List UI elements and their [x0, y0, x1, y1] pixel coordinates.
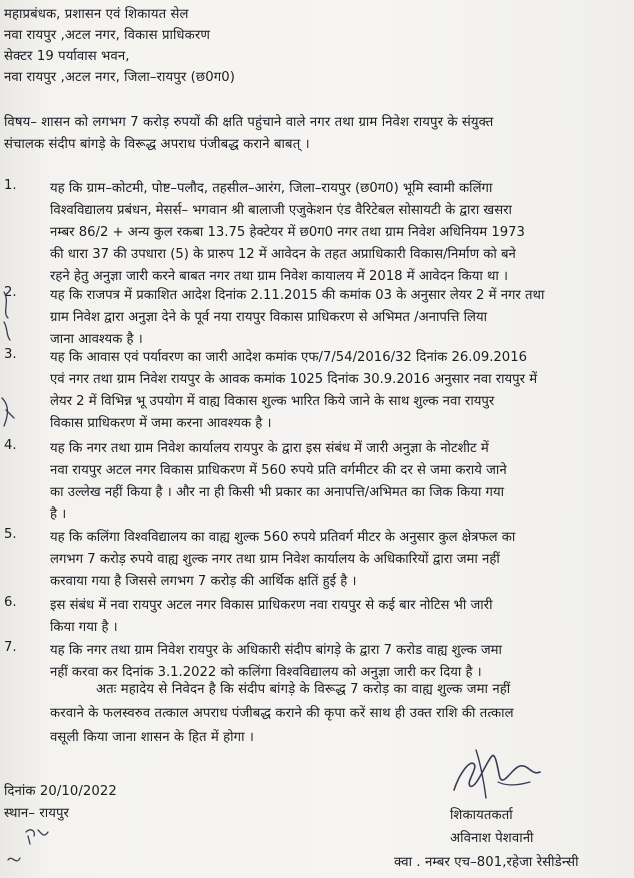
margin-pen-mark	[0, 392, 22, 432]
item-line: एवं नगर तथा ग्राम निवेश रायपुर के आवक कमांक 1025 दिनांक 30.9.2016 अनुसार नवा रायपुर में	[50, 372, 538, 387]
item-line: ग्राम निवेश द्वारा अनुज्ञा देने के पूर्व नया रायपुर विकास प्राधिकरण से अभिमत /अनापत्ति लिया	[50, 310, 488, 325]
item-line: जाना आवश्यक है ।	[50, 332, 143, 347]
item-number: 2.	[4, 285, 17, 300]
item-line: यह कि आवास एवं पर्यावरण का जारी आदेश कमांक एफ/7/54/2016/32 दिनांक 26.09.2016	[50, 350, 527, 365]
signatory-name: अविनाश पेशवानी	[450, 831, 534, 846]
item-number: 1.	[4, 178, 17, 193]
item-body	[50, 347, 537, 435]
subject-line-1: विषय– शासन को लगभग 7 करोड़ रुपयों की क्षति पहुंचाने वाले नगर तथा ग्राम निवेश रायपुर के संयुक्त	[4, 115, 494, 130]
recipient-line-3: सेक्टर 19 पर्यावास भवन,	[4, 49, 130, 64]
item-number: 3.	[4, 347, 17, 362]
subject-line-2: संचालक संदीप बांगड़े के विरूद्ध अपराध पंजीबद्ध कराने बाबत् ।	[4, 137, 310, 152]
closing-line-1: अतः महादेय से निवेदन है कि संदीप बांगड़े के विरूद्ध 7 करोड़ का वाह्य शुल्क जमा नहीं	[96, 682, 511, 697]
item-line: किया गया है ।	[50, 620, 118, 635]
recipient-line-4: नवा रायपुर ,अटल नगर, जिला–रायपुर (छ0ग0)	[4, 70, 235, 85]
recipient-address	[4, 4, 235, 88]
item-line: का उल्लेख नहीं किया है । और ना ही किसी भी प्रकार का अनापत्ति/अभिमत का जिक किया गया	[50, 485, 505, 500]
item-number: 6.	[4, 595, 17, 610]
signatory-address: क्वा . नम्बर एच–801,रहेजा रेसीडेन्सी	[394, 855, 579, 870]
item-body	[50, 438, 507, 526]
item-line: रहने हेतु अनुज्ञा जारी करने बाबत नगर तथा ग्राम निवेश कायालय में 2018 में आवेदन किया था ।	[50, 269, 508, 284]
margin-pen-mark	[0, 288, 22, 344]
subject	[4, 112, 493, 156]
item-line: है ।	[50, 507, 67, 522]
item-line: यह कि कलिंगा विश्वविद्यालय का वाह्य शुल्क 560 रुपये प्रतिवर्ग मीटर के अनुसार कुल क्षेत्रफल का	[50, 530, 516, 545]
item-line: नहीं करवा कर दिनांक 3.1.2022 को कलिंगा विश्वविद्यालय को अनुज्ञा जारी कर दिया है ।	[50, 665, 482, 680]
closing-line-2: करवाने के फलस्वरुव तत्काल अपराध पंजीबद्ध कराने की कृपा करें साथ ही उक्त राशि की तत्काल	[50, 706, 514, 721]
item-number: 4.	[4, 438, 17, 453]
item-line: इस संबंध में नवा रायपुर अटल नगर विकास प्राधिकरण नवा रायपुर से कई बार नोटिस भी जारी	[50, 598, 493, 613]
item-line: यह कि ग्राम–कोटमी, पोष्ट–पलौद, तहसील–आरंग, जिला–रायपुर (छ0ग0) भूमि स्वामी कलिंगा	[50, 181, 493, 196]
place-line: स्थान– रायपुर	[4, 806, 70, 821]
scribble-mark	[0, 826, 60, 876]
recipient-line-2: नवा रायपुर ,अटल नगर, विकास प्राधिकरण	[4, 28, 210, 43]
item-body	[50, 527, 515, 593]
item-body	[50, 285, 544, 351]
item-line: लगभग 7 करोड़ रुपये वाह्य शुल्क नगर तथा ग्राम निवेश कार्यालय के अधिकारियों द्वारा जमा नहीं	[50, 552, 500, 567]
item-number: 7.	[4, 640, 17, 655]
item-line: यह कि नगर तथा ग्राम निवेश कार्यालय रायपुर के द्वारा इस संबंध में जारी अनुज्ञा के नोटशीट में	[50, 441, 489, 456]
item-line: लेयर 2 में विभिन्न भू उपयोग में वाह्य विकास शुल्क भारित किये जाने के साथ शुल्क नवा रायपुर	[50, 394, 495, 409]
item-line: यह कि राजपत्र में प्रकाशित आदेश दिनांक 2.11.2015 की कमांक 03 के अनुसार लेयर 2 में नगर तथा	[50, 288, 545, 303]
handwritten-signature	[440, 742, 550, 806]
signatory-title: शिकायतकर्ता	[450, 808, 513, 823]
item-line: की धारा 37 की उपधारा (5) के प्रारुप 12 में आवेदन के तहत अप्राधिकारी विकास/निर्माण को बने	[50, 247, 516, 262]
item-line: यह कि नगर तथा ग्राम निवेश रायपुर के अधिकारी संदीप बांगड़े के द्वारा 7 करोड वाह्य शुल्क जमा	[50, 643, 502, 658]
item-line: नम्बर 86/2 + अन्य कुल रकबा 13.75 हेक्टेयर में छ0ग0 नगर तथा ग्राम निवेश अधिनियम 1973	[50, 225, 525, 240]
date-line: दिनांक 20/10/2022	[4, 784, 117, 799]
closing-request	[50, 678, 514, 750]
item-body	[50, 178, 525, 288]
recipient-line-1: महाप्रबंधक, प्रशासन एवं शिकायत सेल	[4, 7, 189, 22]
closing-line-3: वसूली किया जाना शासन के हित में होगा ।	[50, 730, 255, 745]
item-line: करवाया गया है जिससे लगभग 7 करोड़ की आर्थिक क्षतिं हुई है ।	[50, 574, 357, 589]
item-line: नवा रायपुर अटल नगर विकास प्राधिकरण में 560 रुपये प्रति वर्गमीटर की दर से जमा कराये जाने	[50, 463, 507, 478]
item-line: विकास प्राधिकरण में जमा करना आवश्यक है ।	[50, 416, 272, 431]
item-body	[50, 595, 493, 639]
item-number: 5.	[4, 527, 17, 542]
item-line: विश्वविद्यालय प्रबंधन, मेसर्स– भगवान श्री बालाजी एजुकेशन एंड वैरिटेबल सोसायटी के द्वारा खसरा	[50, 203, 512, 218]
